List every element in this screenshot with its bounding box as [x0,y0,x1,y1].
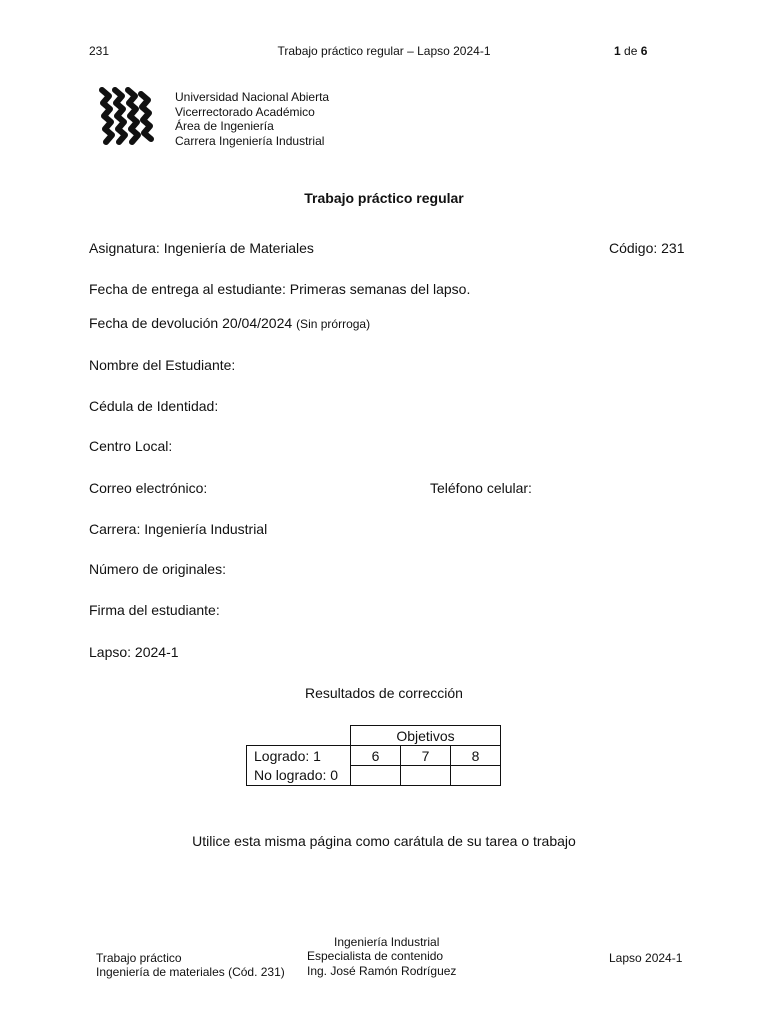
field-term: Lapso: 2024-1 [89,644,179,660]
footer-right: Lapso 2024-1 [609,951,683,965]
field-return-date [89,315,370,331]
institution-vicerrectorado: Vicerrectorado Académico [175,104,315,119]
document-title: Trabajo práctico regular [304,190,464,206]
field-career: Carrera: Ingeniería Industrial [89,521,268,537]
institution-university: Universidad Nacional Abierta [175,90,330,104]
field-email: Correo electrónico: [89,480,208,496]
page-current: 1 [614,44,621,58]
page-indicator [614,44,647,58]
objective-6: 6 [351,746,401,766]
score-cell-6[interactable] [351,766,401,786]
not-achieved-label: No logrado: 0 [247,766,351,786]
institution-area: Área de Ingeniería [175,119,274,134]
una-logo-icon [98,86,156,148]
objectives-header: Objetivos [351,726,501,746]
institution-career: Carrera Ingeniería Industrial [175,133,325,148]
page-total: 6 [640,44,648,58]
results-title: Resultados de corrección [305,685,463,701]
field-signature: Firma del estudiante: [89,602,220,618]
field-delivery-date: Fecha de entrega al estudiante: Primeras semanas del lapso. [89,281,471,297]
empty-cell [247,726,351,746]
institution-block [175,90,329,148]
score-cell-8[interactable] [451,766,501,786]
results-table [246,725,501,786]
achieved-label: Logrado: 1 [247,746,351,766]
footer-left-line: Trabajo práctico [96,951,182,965]
field-student-name: Nombre del Estudiante: [89,357,236,373]
footer-left [96,951,285,980]
footer-center-line: Ing. José Ramón Rodríguez [307,963,457,978]
objective-7: 7 [401,746,451,766]
field-return-note: (Sin prórroga) [296,317,371,331]
objective-8: 8 [451,746,501,766]
footer-center-top: Ingeniería Industrial [334,935,440,949]
field-local-center: Centro Local: [89,438,173,454]
table-row [247,746,501,766]
header-title: Trabajo práctico regular – Lapso 2024-1 [277,44,491,58]
table-row [247,726,501,746]
score-cell-7[interactable] [401,766,451,786]
header-code: 231 [89,44,110,58]
cover-note: Utilice esta misma página como carátula de su tarea o trabajo [192,833,576,849]
field-subject: Asignatura: Ingeniería de Materiales [89,240,314,256]
page-separator: de [624,44,638,58]
table-row [247,766,501,786]
field-originals: Número de originales: [89,561,226,577]
footer-center-line: Especialista de contenido [307,949,444,964]
footer-center [307,935,456,978]
footer-left-line: Ingeniería de materiales (Cód. 231) [96,965,285,980]
field-id-card: Cédula de Identidad: [89,398,219,414]
field-phone: Teléfono celular: [430,480,532,496]
field-return-date-value: Fecha de devolución 20/04/2024 [89,315,293,331]
field-code: Código: 231 [609,240,685,256]
